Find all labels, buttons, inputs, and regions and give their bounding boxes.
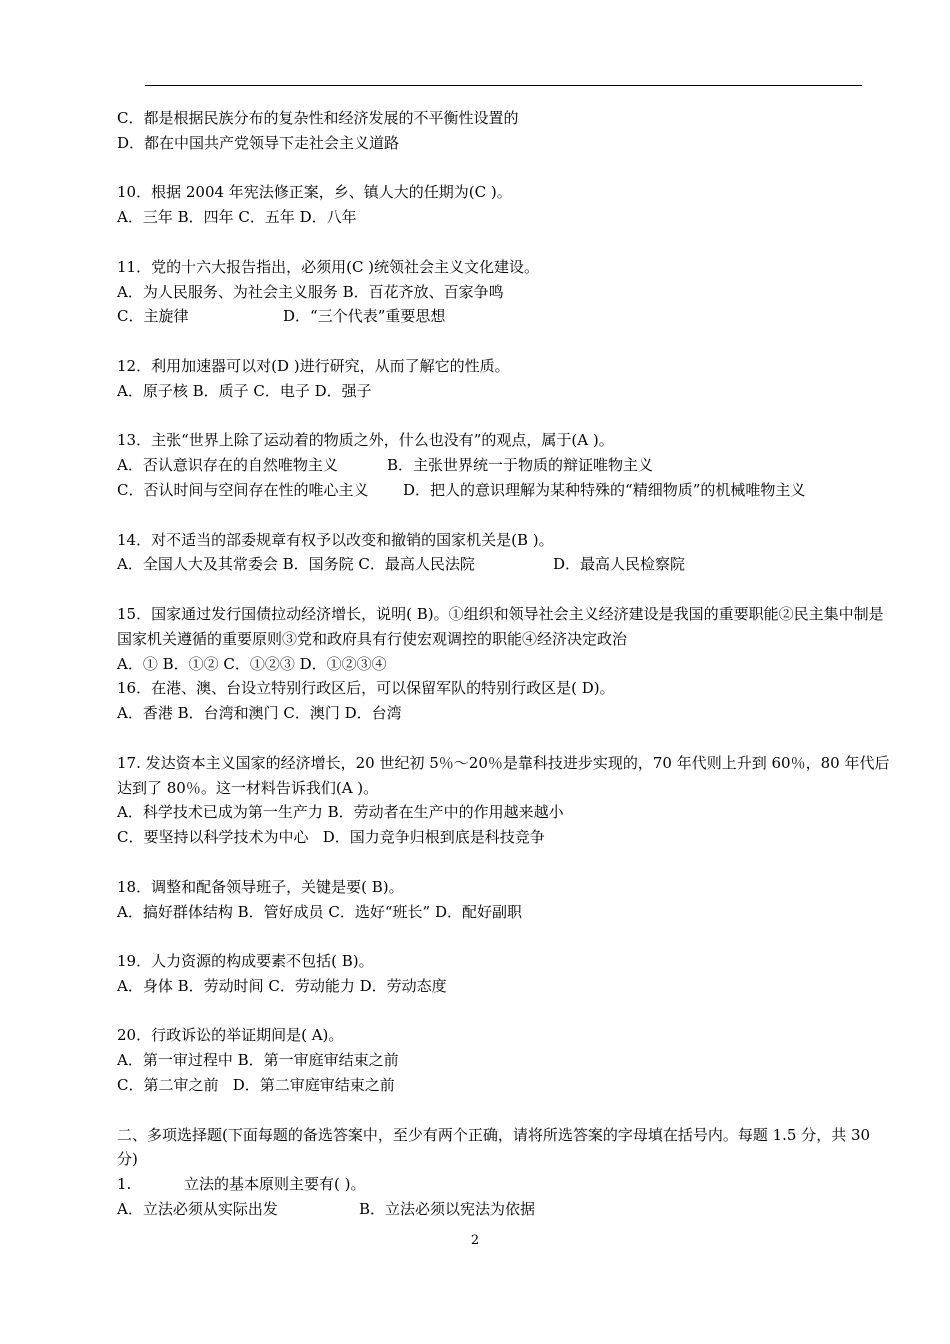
- q19-options: A．身体 B．劳动时间 C．劳动能力 D．劳动态度: [117, 976, 447, 995]
- q17-stem: 17. 发达资本主义国家的经济增长，20 世纪初 5％～20％是靠科技进步实现的，70 年代则上升到 60％，80 年代后达到了 80％。这一材料告诉我们(A )。: [117, 753, 890, 797]
- q20-stem: 20．行政诉讼的举证期间是( A)。: [117, 1026, 344, 1045]
- q14-option-d: D．最高人民检察院: [553, 555, 686, 574]
- section2-q1-stem-row: [117, 1172, 895, 1197]
- q11-option-d: D．“三个代表”重要思想: [283, 307, 446, 326]
- q11-option-c: C．主旋律: [117, 307, 189, 326]
- q16-stem: 16．在港、澳、台设立特别行政区后，可以保留军队的特别行政区是( D)。: [117, 679, 615, 698]
- q13-option-b: B．主张世界统一于物质的辩证唯物主义: [387, 456, 654, 475]
- section2-q1-options: [117, 1197, 895, 1222]
- q14-stem: 14．对不适当的部委规章有权予以改变和撤销的国家机关是(B )。: [117, 530, 554, 549]
- header-rule: [145, 85, 862, 86]
- page-content: [117, 106, 895, 1222]
- q20-options-ab: A．第一审过程中 B．第一审庭审结束之前: [117, 1051, 399, 1070]
- section2-q1-option-a: A．立法必须从实际出发: [117, 1200, 278, 1219]
- q16-options: A．香港 B．台湾和澳门 C．澳门 D．台湾: [117, 704, 402, 723]
- q17-options-ab: A．科学技术已成为第一生产力 B．劳动者在生产中的作用越来越小: [117, 803, 564, 822]
- q11-options-cd: [117, 304, 895, 329]
- q14-options-abc: A．全国人大及其常委会 B．国务院 C．最高人民法院: [117, 555, 475, 574]
- q9-option-d: D．都在中国共产党领导下走社会主义道路: [117, 133, 400, 152]
- q10-options: A．三年 B．四年 C．五年 D．八年: [117, 208, 357, 227]
- section2-q1-stem: 立法的基本原则主要有( )。: [184, 1175, 366, 1194]
- q12-stem: 12．利用加速器可以对(D )进行研究，从而了解它的性质。: [117, 356, 510, 375]
- q17-options-cd: C．要坚持以科学技术为中心 D．国力竞争归根到底是科技竞争: [117, 828, 545, 847]
- q18-stem: 18．调整和配备领导班子，关键是要( B)。: [117, 877, 404, 896]
- q13-option-a: A．否认意识存在的自然唯物主义: [117, 456, 338, 475]
- q11-options-ab: A．为人民服务、为社会主义服务 B．百花齐放、百家争鸣: [117, 282, 504, 301]
- q11-stem: 11．党的十六大报告指出，必须用(C )统领社会主义文化建设。: [117, 257, 540, 276]
- q18-options: A．搞好群体结构 B．管好成员 C．选好“班长” D．配好副职: [117, 902, 523, 921]
- q15-stem: 15．国家通过发行国债拉动经济增长，说明( B)。①组织和领导社会主义经济建设是我国的重要职能②民主集中制是国家机关遵循的重要原则③党和政府具有行使宏观调控的职能④经济决定政治: [117, 604, 884, 648]
- q13-option-d: D．把人的意识理解为某种特殊的“精细物质”的机械唯物主义: [403, 480, 806, 499]
- q20-options-cd: C．第二审之前 D．第二审庭审结束之前: [117, 1076, 395, 1095]
- q12-options: A．原子核 B．质子 C．电子 D．强子: [117, 381, 372, 400]
- q13-options-cd: [117, 478, 895, 503]
- q10-stem: 10．根据 2004 年宪法修正案，乡、镇人大的任期为(C )。: [117, 183, 512, 202]
- page-number: 2: [470, 1233, 480, 1248]
- q13-option-c: C．否认时间与空间存在性的唯心主义: [117, 480, 369, 499]
- section2-q1-option-b: B．立法必须以宪法为依据: [359, 1200, 536, 1219]
- section2-heading: 二、多项选择题(下面每题的备选答案中，至少有两个正确，请将所选答案的字母填在括号内。每题 1.5 分，共 30 分): [117, 1125, 871, 1169]
- q13-options-ab: [117, 453, 895, 478]
- q13-stem: 13．主张“世界上除了运动着的物质之外，什么也没有”的观点，属于(A )。: [117, 431, 614, 450]
- section2-q1-number: 1.: [117, 1175, 132, 1194]
- q15-options: A．① B．①② C．①②③ D．①②③④: [117, 654, 387, 673]
- q14-options: [117, 552, 895, 577]
- q19-stem: 19．人力资源的构成要素不包括( B)。: [117, 952, 374, 971]
- q9-option-c: C．都是根据民族分布的复杂性和经济发展的不平衡性设置的: [117, 109, 519, 127]
